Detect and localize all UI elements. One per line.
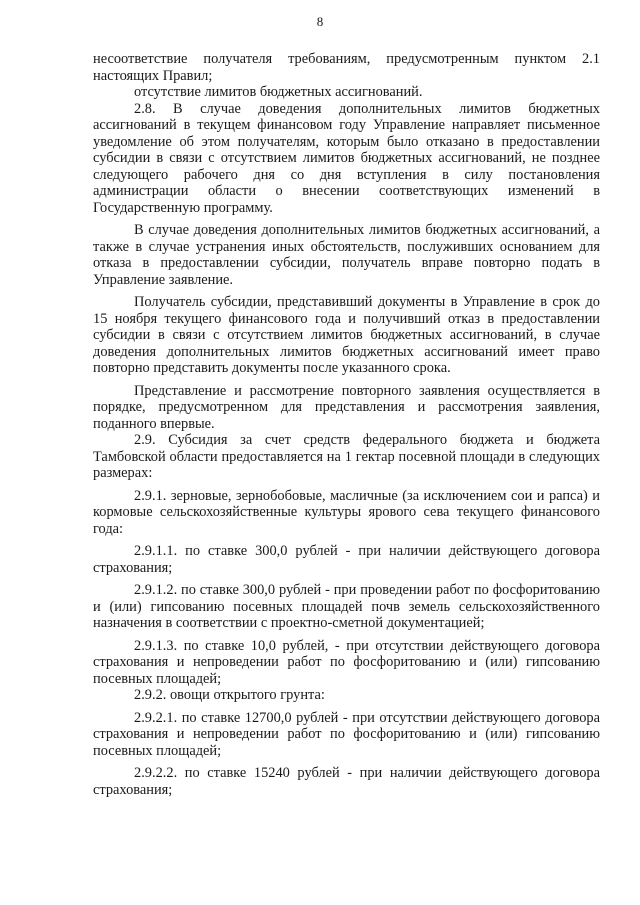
paragraph-repeat-application: Представление и рассмотрение повторного заявления осуществляется в порядке, предусмотренном для представления и рассмотрения заявления, поданного впервые. (93, 382, 600, 432)
paragraph-2-9-2-1: 2.9.2.1. по ставке 12700,0 рублей - при отсутствии действующего договора страхования и непроведении работ по фосфоритованию и (или) гипсованию посевных площадей; (93, 709, 600, 759)
paragraph-2-9-1-1: 2.9.1.1. по ставке 300,0 рублей - при наличии действующего договора страхования; (93, 543, 600, 576)
paragraph-2-9-1-2: 2.9.1.2. по ставке 300,0 рублей - при проведении работ по фосфоритованию и (или) гипсованию посевных площадей почв земель сельскохозяйственного назначения в соответствии с проектно-сметной документацией; (93, 582, 600, 631)
paragraph-no-limits: отсутствие лимитов бюджетных ассигнований. (134, 84, 423, 100)
page-number: 8 (316, 14, 324, 29)
paragraph-mismatch-clause: несоответствие получателя требованиям, предусмотренным пунктом 2.1 настоящих Правил; (93, 51, 600, 84)
paragraph-2-9-1-3: 2.9.1.3. по ставке 10,0 рублей, - при отсутствии действующего договора страхования и непроведении работ по фосфоритованию и (или) гипсованию посевных площадей; (93, 637, 600, 687)
paragraph-2-8: 2.8. В случае доведения дополнительных лимитов бюджетных ассигнований в текущем финансовом году Управление направляет письменное уведомление об этом получателям, которым было отказано в предоставлении субсидии в связи с отсутствием лимитов бюджетных ассигнований, не позднее следующего рабочего дня со дня вступления в силу постановления администрации области о внесении соответствующих изменений в Государственную программу. (93, 100, 600, 216)
paragraph-2-9-2: 2.9.2. овощи открытого грунта: (134, 687, 325, 703)
paragraph-resubmission: В случае доведения дополнительных лимитов бюджетных ассигнований, а также в случае устранения иных обстоятельств, послуживших основанием для отказа в предоставлении субсидии, получатель вправе повторно подать в Управление заявление. (93, 222, 600, 288)
paragraph-deadline: Получатель субсидии, представивший документы в Управление в срок до 15 ноября текущего финансового года и получивший отказ в предоставлении субсидии в связи с отсутствием лимитов бюджетных ассигнований, в случае доведения дополнительных лимитов бюджетных ассигнований имеет право повторно представить документы после указанного срока. (93, 294, 600, 376)
paragraph-2-9-2-2: 2.9.2.2. по ставке 15240 рублей - при наличии действующего договора страхования; (93, 765, 600, 798)
document-body (93, 51, 600, 798)
paragraph-2-9: 2.9. Субсидия за счет средств федерального бюджета и бюджета Тамбовской области предоставляется на 1 гектар посевной площади в следующих размерах: (93, 432, 600, 481)
paragraph-2-9-1: 2.9.1. зерновые, зернобобовые, масличные (за исключением сои и рапса) и кормовые сельскохозяйственные культуры ярового сева текущего финансового года: (93, 487, 600, 537)
